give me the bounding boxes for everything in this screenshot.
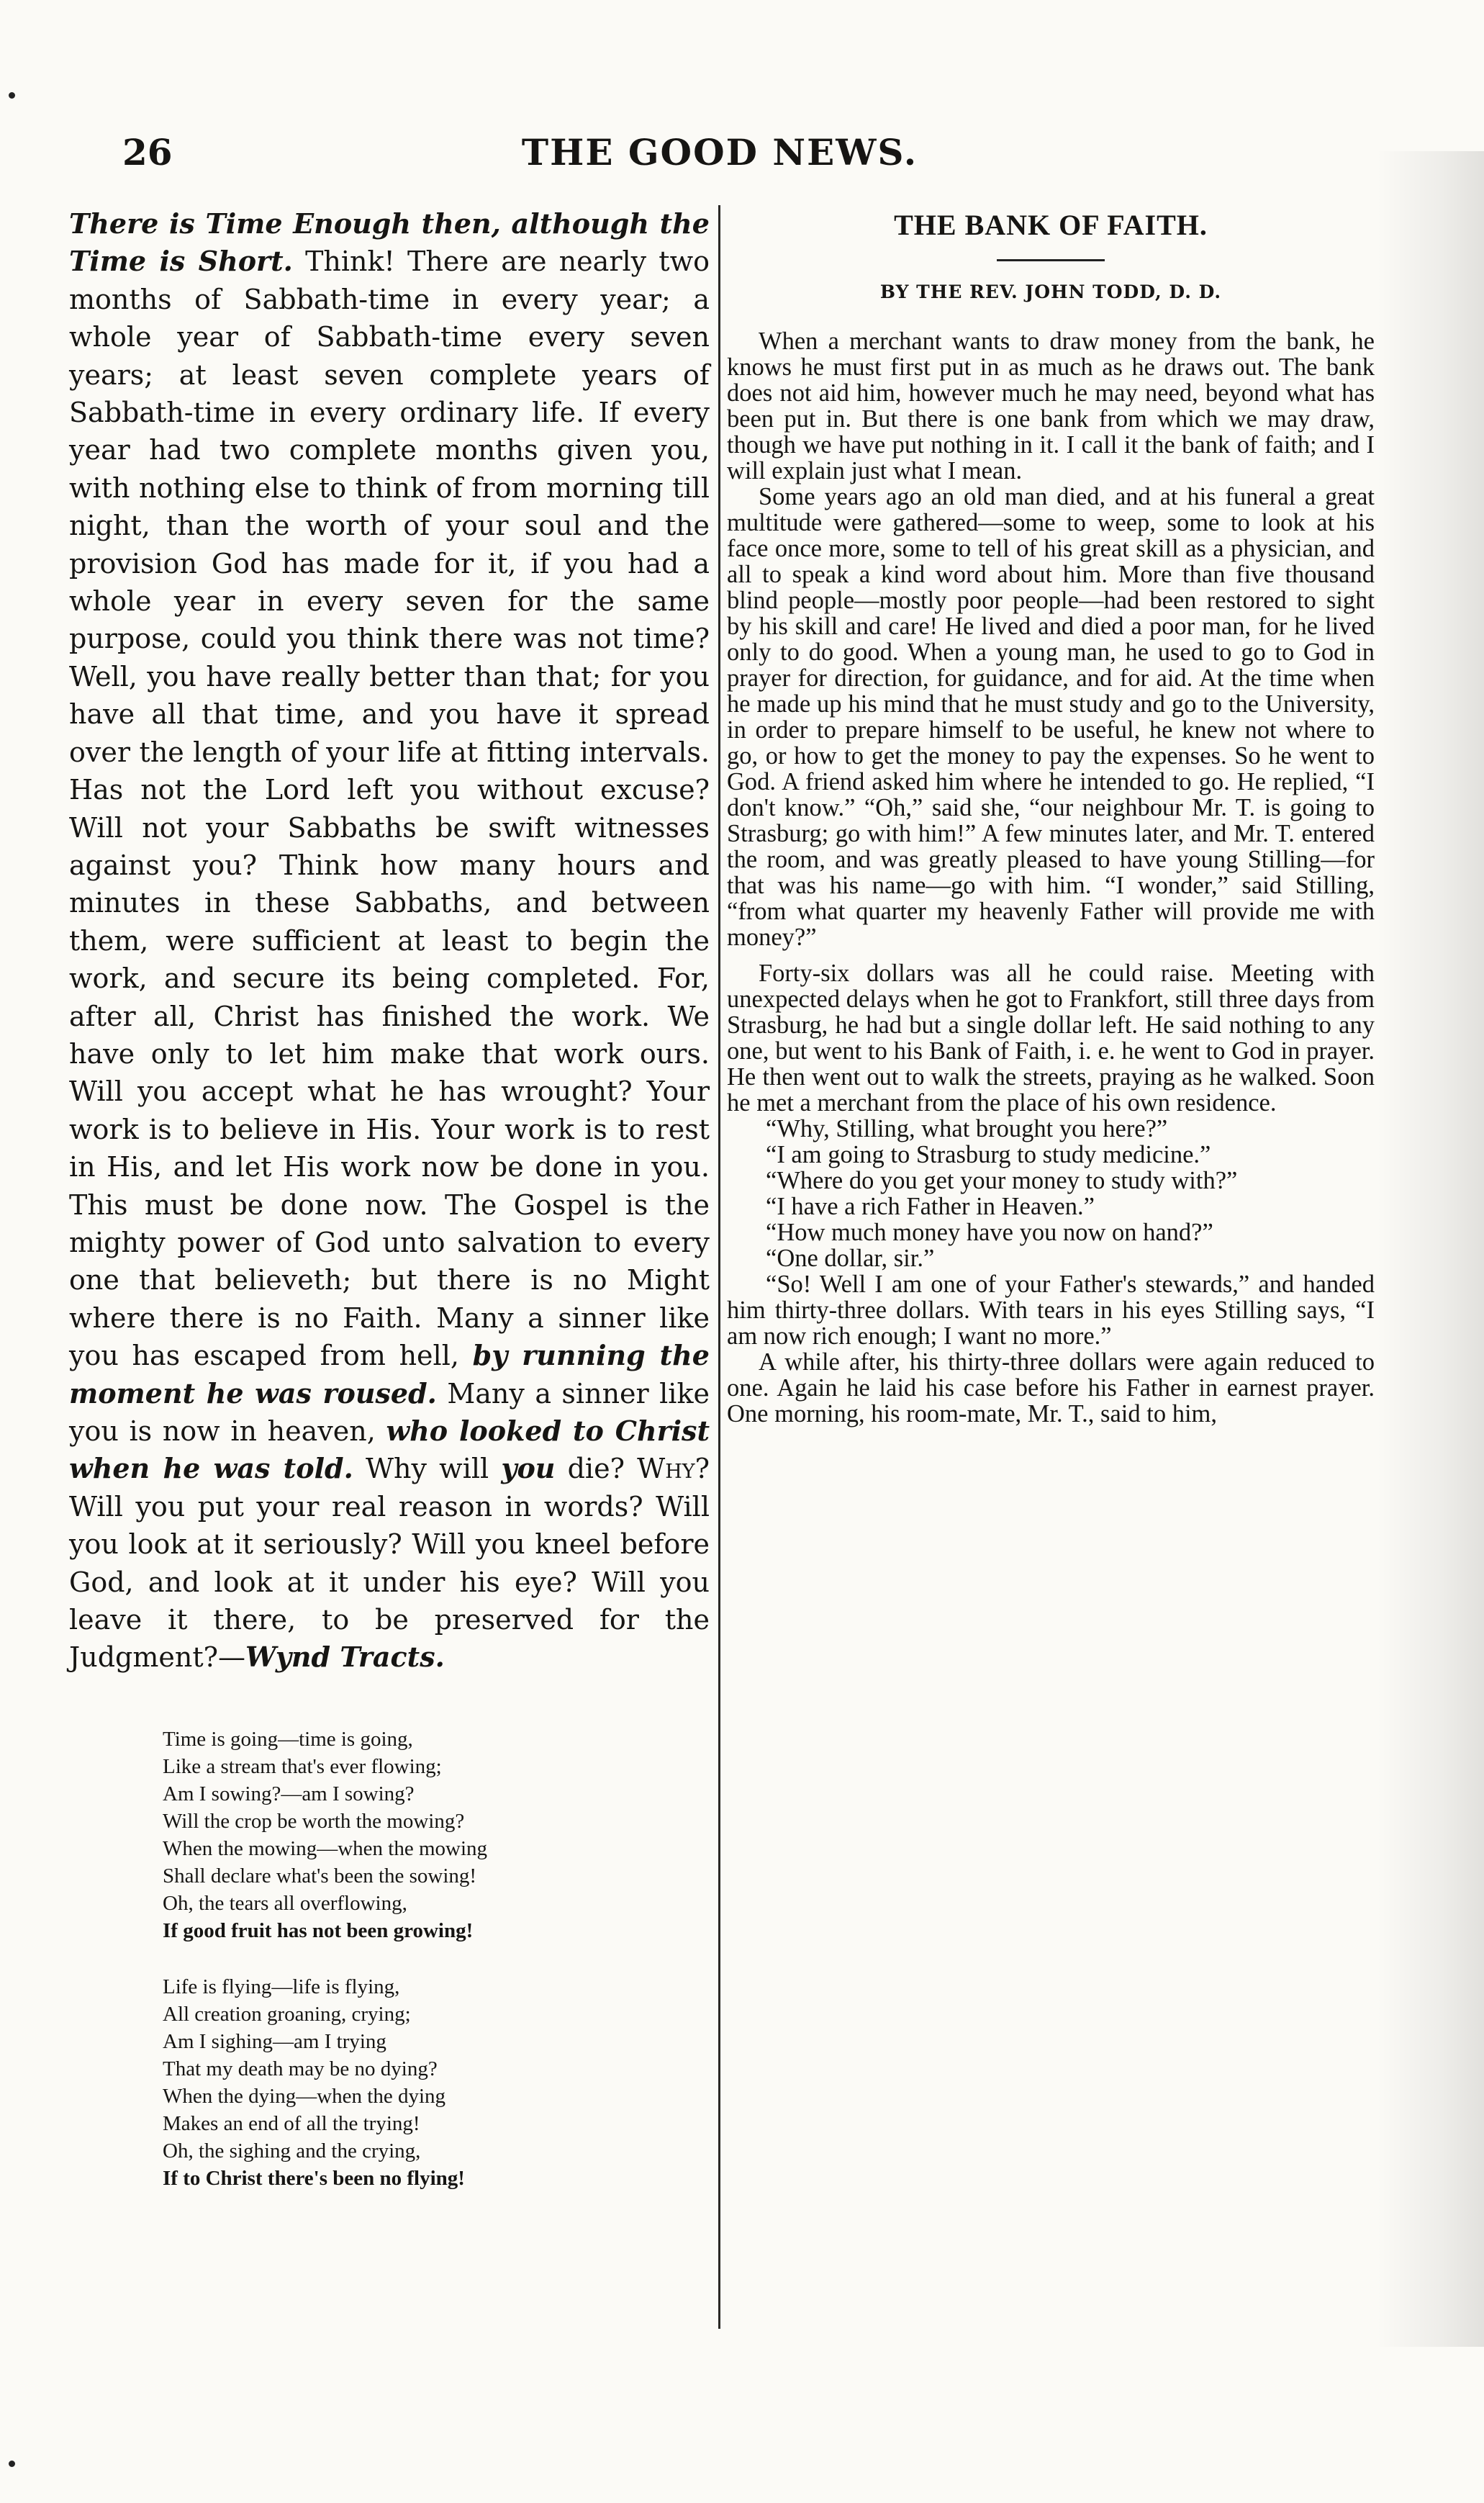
dialog-line: “One dollar, sir.”: [766, 1245, 935, 1272]
poem-line: Will the crop be worth the mowing?: [163, 1809, 465, 1833]
paragraph: Some years ago an old man died, and at his funeral a great multitude were gathered—some to weep, some to look at his face once more, some to tell of his great skill as a physician, and all to speak a kind word about him. More than five thousand blind people—mostly poor people—had been restored to sight by his skill and care! He lived and died a poor man, for he lived only to do good. When a young man, he used to go to God in prayer for direction, for guidance, and for aid. At the time when he made up his mind that he must study and go to the University, in order to prepare himself to be useful, he knew not where to go, or how to get the money to pay the expenses. So he went to God. A friend asked him where he intended to go. He replied, “I don't know.” “Oh,” said she, “our neighbour Mr. T. is going to Strasburg; go with him!” A few minutes later, and Mr. T. entered the room, and was greatly pleased to have young Stilling—for that was his name—go with him. “I wonder,” said Stilling, “from what quarter my heavenly Father will provide me with money?”: [727, 483, 1375, 951]
title-rule: [997, 259, 1105, 261]
dialog-line: “So! Well I am one of your Father's stewards,” and handed him thirty-three dollars. With tears in his eyes Stilling says, “I am now rich enough; I want no more.”: [727, 1271, 1375, 1350]
dialog-line: “I am going to Strasburg to study medicine.”: [766, 1141, 1211, 1168]
article-bank-of-faith: [727, 328, 1375, 1427]
italic-phrase-told: who looked to Christ when he was told.: [69, 1415, 710, 1485]
poem-line: Life is flying—life is flying,: [163, 1975, 400, 1998]
article-text-heaven: Many a sinner like you is now in heaven,: [69, 1377, 710, 1447]
article-text-why-will: Why will: [366, 1453, 489, 1485]
right-column: [727, 205, 1375, 1427]
dialog-line: “How much money have you now on hand?”: [766, 1219, 1213, 1246]
page-edge-shadow: [1376, 151, 1484, 2347]
article-text-die: die?: [567, 1453, 625, 1485]
ink-speck-bottom: [9, 2461, 15, 2467]
poem-stanza-2: [163, 1973, 710, 2192]
poem: [163, 1726, 710, 2192]
article-time-enough: [69, 205, 710, 1677]
paragraph: A while after, his thirty-three dollars were again reduced to one. Again he laid his case before his Father in earnest prayer. One morning, his room-mate, Mr. T., said to him,: [727, 1348, 1375, 1428]
running-title: THE GOOD NEWS.: [521, 131, 918, 173]
column-divider: [718, 205, 720, 2329]
poem-line: If good fruit has not been growing!: [163, 1918, 474, 1942]
source-credit: Wynd Tracts.: [245, 1641, 445, 1674]
poem-line: Shall declare what's been the sowing!: [163, 1864, 477, 1888]
ink-speck-top: [9, 92, 15, 99]
article-title: THE BANK OF FAITH.: [894, 209, 1208, 241]
lead-heading: There is Time Enough then, although the Time is Short.: [69, 207, 710, 278]
poem-line: Time is going—time is going,: [163, 1727, 413, 1751]
dialog-line: “Why, Stilling, what brought you here?”: [766, 1115, 1168, 1142]
poem-line: When the mowing—when the mowing: [163, 1836, 488, 1860]
italic-phrase-roused: by running the moment he was roused.: [69, 1339, 710, 1410]
poem-line: When the dying—when the dying: [163, 2084, 446, 2108]
dialog-line: “Where do you get your money to study with?”: [766, 1167, 1238, 1194]
page-number: 26: [122, 131, 173, 173]
poem-line: All creation groaning, crying;: [163, 2002, 411, 2026]
article-ending: ? Will you put your real reason in words? Will you look at it seriously? Will you kneel before God, and look at it under his eye? Will you leave it there, to be preserved for the Judgment?—: [69, 1453, 710, 1674]
dialog-line: “I have a rich Father in Heaven.”: [766, 1193, 1095, 1220]
poem-line: Oh, the sighing and the crying,: [163, 2139, 421, 2162]
paragraph: When a merchant wants to draw money from the bank, he knows he must first put in as much as he draws out. The bank does not aid him, however much he may need, beyond what has been put in. But there is one bank from which we may draw, though we have put nothing in it. I call it the bank of faith; and I will explain just what I mean.: [727, 328, 1375, 484]
poem-stanza-1: [163, 1726, 710, 1944]
poem-line: Am I sighing—am I trying: [163, 2029, 386, 2053]
poem-line: Makes an end of all the trying!: [163, 2111, 420, 2135]
left-column: [69, 205, 710, 2221]
poem-line: Am I sowing?—am I sowing?: [163, 1782, 415, 1805]
article-body: Think! There are nearly two months of Sabbath-time in every year; a whole year of Sabbath-time every seven years; at least seven complete years of Sabbath-time in every ordinary life. If every year had two complete months given you, with nothing else to think of from morning till night, than the worth of your soul and the provision God has made for it, if you had a whole year in every seven for the same purpose, could you think there was not time? Well, you have really better than that; for you have all that time, and you have it spread over the length of your life at fitting intervals. Has not the Lord left you without excuse? Will not your Sabbaths be swift witnesses against you? Think how many hours and minutes in these Sabbaths, and between them, were sufficient at least to begin the work, and secure its being completed. For, after all, Christ has finished the work. We have only to let him make that work ours. Will you accept what he has wrought? Your work is to believe in His. Your work is to rest in His, and let His work now be done in you. This must be done now. The Gospel is the mighty power of God unto salvation to every one that believeth; but there is no Might where there is no Faith. Many a sinner like you has escaped from hell,: [69, 245, 710, 1372]
poem-line: Oh, the tears all overflowing,: [163, 1891, 407, 1915]
smallcaps-why: Why: [637, 1453, 695, 1485]
poem-line: Like a stream that's ever flowing;: [163, 1754, 442, 1778]
italic-word-you: you: [501, 1452, 556, 1485]
poem-line: If to Christ there's been no flying!: [163, 2166, 465, 2190]
poem-line: That my death may be no dying?: [163, 2057, 438, 2080]
paragraph: Forty-six dollars was all he could raise. Meeting with unexpected delays when he got to Frankfort, still three days from Strasburg, he had but a single dollar left. He said nothing to any one, but went to his Bank of Faith, i. e. he went to God in prayer. He then went out to walk the streets, praying as he walked. Soon he met a merchant from the place of his own residence.: [727, 960, 1375, 1117]
byline: BY THE REV. JOHN TODD, D. D.: [879, 281, 1222, 302]
